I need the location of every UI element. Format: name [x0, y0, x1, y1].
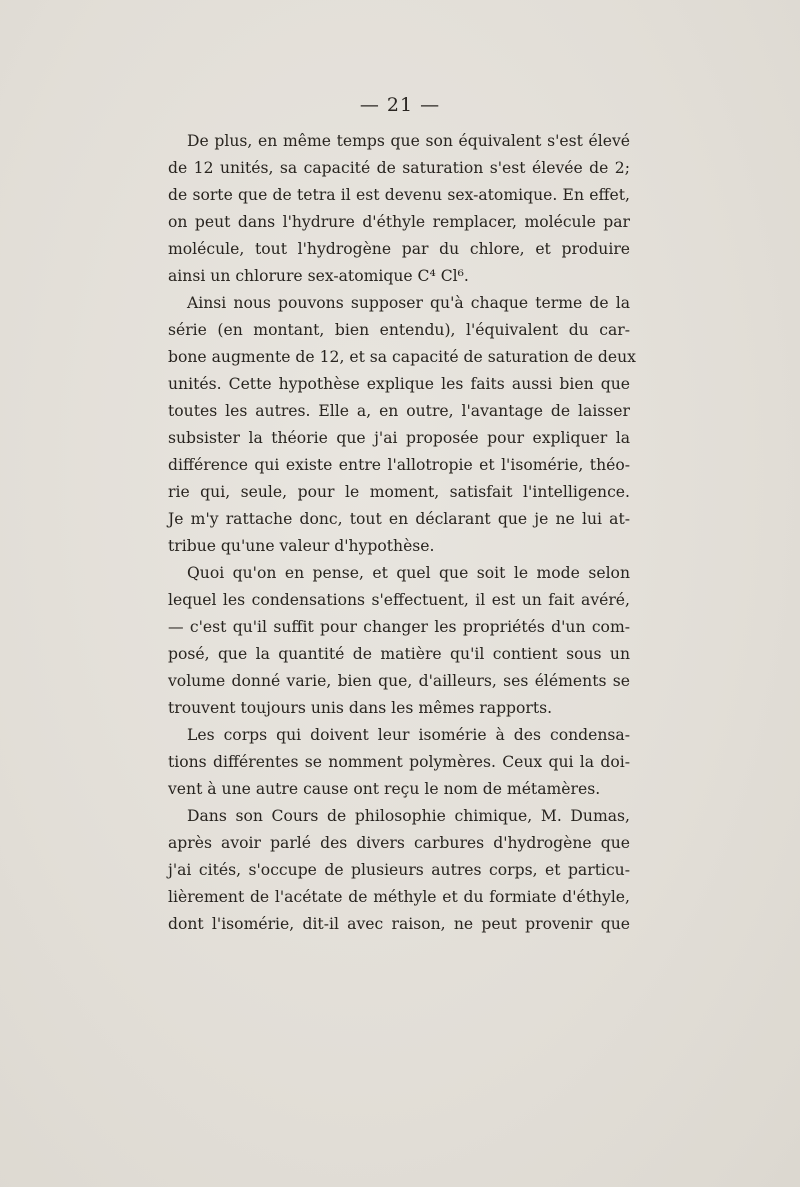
text-line: ainsi un chlorure sex-atomique C⁴ Cl⁶.: [168, 267, 469, 285]
text-line: posé, que la quantité de matière qu'il contient sous un: [168, 645, 630, 663]
text-line: dont l'isomérie, dit-il avec raison, ne peut provenir que: [168, 915, 630, 933]
text-line: — c'est qu'il suffit pour changer les propriétés d'un com-: [168, 618, 630, 636]
text-line: vent à une autre cause ont reçu le nom de métamères.: [168, 780, 601, 798]
text-line: molécule, tout l'hydrogène par du chlore, et produire: [168, 240, 630, 258]
text-line: après avoir parlé des divers carbures d'hydrogène que: [168, 834, 630, 852]
text-line: de sorte que de tetra il est devenu sex-atomique. En effet,: [168, 186, 630, 204]
text-line: rie qui, seule, pour le moment, satisfait l'intelligence.: [168, 483, 630, 501]
page-number: — 21 —: [359, 94, 441, 116]
text-line: lequel les condensations s'effectuent, il est un fait avéré,: [168, 591, 630, 609]
text-line: de 12 unités, sa capacité de saturation s'est élevée de 2;: [168, 159, 630, 177]
text-line: Quoi qu'on en pense, et quel que soit le mode selon: [187, 564, 630, 582]
text-line: lièrement de l'acétate de méthyle et du formiate d'éthyle,: [168, 888, 630, 906]
text-line: De plus, en même temps que son équivalent s'est élevé: [187, 132, 630, 150]
text-line: on peut dans l'hydrure d'éthyle remplacer, molécule par: [168, 213, 630, 231]
text-line: Je m'y rattache donc, tout en déclarant que je ne lui at-: [168, 510, 630, 528]
text-line: toutes les autres. Elle a, en outre, l'avantage de laisser: [168, 402, 630, 420]
text-line: tions différentes se nomment polymères. Ceux qui la doi-: [168, 753, 630, 771]
text-line: Les corps qui doivent leur isomérie à des condensa-: [187, 726, 630, 744]
body-text: [168, 128, 636, 938]
text-line: unités. Cette hypothèse explique les faits aussi bien que: [168, 375, 630, 393]
text-line: volume donné varie, bien que, d'ailleurs, ses éléments se: [168, 672, 630, 690]
text-line: subsister la théorie que j'ai proposée pour expliquer la: [168, 429, 630, 447]
text-line: j'ai cités, s'occupe de plusieurs autres corps, et particu-: [168, 861, 630, 879]
text-line: bone augmente de 12, et sa capacité de saturation de deux: [168, 348, 636, 366]
text-line: série (en montant, bien entendu), l'équivalent du car-: [168, 321, 630, 339]
text-line: différence qui existe entre l'allotropie et l'isomérie, théo-: [168, 456, 630, 474]
text-line: tribue qu'une valeur d'hypothèse.: [168, 537, 435, 555]
text-line: trouvent toujours unis dans les mêmes rapports.: [168, 699, 553, 717]
text-line: Ainsi nous pouvons supposer qu'à chaque terme de la: [187, 294, 630, 312]
text-line: Dans son Cours de philosophie chimique, M. Dumas,: [187, 807, 630, 825]
